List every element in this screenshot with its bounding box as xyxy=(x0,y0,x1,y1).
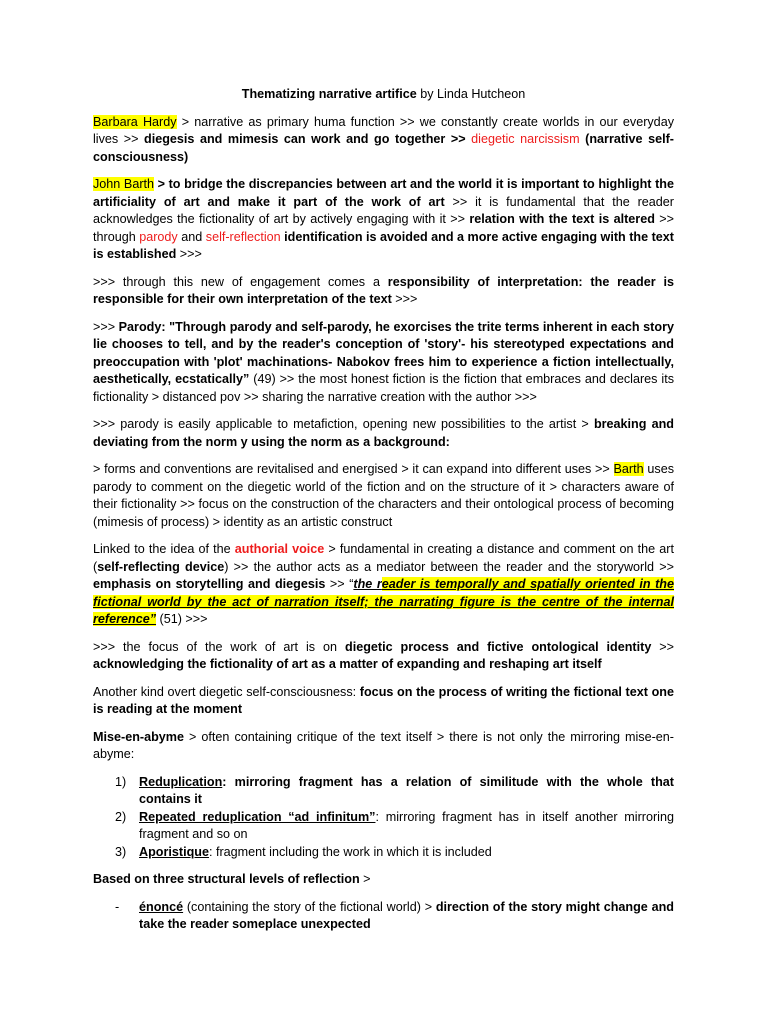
paragraph-forms-conventions: > forms and conventions are revitalised and energised > it can expand into different uses >> Barth uses parody to comment on the diegetic world of the fiction and on the structure of it > characters aware of their fictionality >> focus on the construction of the characters and their ontological process of becoming (mimesis of process) > identity as an artistic construct xyxy=(93,462,674,529)
paragraph-metafiction: >>> parody is easily applicable to metafiction, opening new possibilities to the artist > breaking and deviating from the norm y using the norm as a background: xyxy=(93,417,674,449)
list-item: - énoncé (containing the story of the fictional world) > direction of the story might change and take the reader someplace unexpected xyxy=(115,899,674,931)
structural-levels-list xyxy=(93,899,674,934)
list-item: 1) Reduplication: mirroring fragment has a relation of similitude with the whole that contains it xyxy=(115,774,674,806)
highlighted-quote: eader is temporally and spatially oriented in the fictional world by the act of narration itself; the narrating figure is the centre of the internal reference” xyxy=(93,577,674,626)
paragraph-authorial-voice: Linked to the idea of the authorial voice > fundamental in creating a distance and comment on the art (self-reflecting device) >> the author acts as a mediator between the reader and the storyworld >> emphasis on storytelling and diegesis >> “the reader is temporally and spatially oriented in the fictional world by the act of narration itself; the narrating figure is the centre of the internal reference” (51) >>> xyxy=(93,542,674,626)
paragraph-overt-self-consciousness: Another kind overt diegetic self-consciousness: focus on the process of writing the fictional text one is reading at the moment xyxy=(93,684,674,716)
quote-fragment: the r xyxy=(353,577,382,591)
red-term: diegetic narcissism xyxy=(471,132,580,146)
paragraph-responsibility: >>> through this new of engagement comes a responsibility of interpretation: the reader is responsible for their own interpretation of the text >>> xyxy=(93,274,674,306)
mise-en-abyme-list xyxy=(93,774,674,862)
paragraph-focus: >>> the focus of the work of art is on diegetic process and fictive ontological identity >> acknowledging the fictionality of art as a matter of expanding and reshaping art itself xyxy=(93,639,674,671)
document-title: Thematizing narrative artifice by Linda Hutcheon xyxy=(241,87,526,101)
highlighted-name: John Barth xyxy=(93,177,155,191)
highlighted-name: Barbara Hardy xyxy=(93,114,177,129)
document-body xyxy=(93,86,674,934)
red-term: parody xyxy=(139,229,178,244)
list-item: 2) Repeated reduplication “ad infinitum”: mirroring fragment has in itself another mirroring fragment and so on xyxy=(115,809,674,841)
paragraph-mise-en-abyme: Mise-en-abyme > often containing critique of the text itself > there is not only the mirroring mise-en-abyme: xyxy=(93,729,674,761)
red-term: self-reflection xyxy=(205,229,281,244)
red-term: authorial voice xyxy=(234,542,325,556)
paragraph-parody-quote: >>> Parody: "Through parody and self-parody, he exorcises the trite terms inherent in each story lie chooses to tell, and by the reader's conception of 'story'- his stereotyped expectations and preoccupation with 'plot' machinations- Nabokov frees him to experience a fiction intellectually, aesthetically, ecstatically” (49) >> the most honest fiction is the fiction that embraces and declares its fictionality > distanced pov >> sharing the narrative creation with the author >>> xyxy=(93,319,674,404)
list-item: 3) Aporistique: fragment including the work in which it is included xyxy=(115,844,492,859)
paragraph-john-barth: John Barth > to bridge the discrepancies between art and the world it is important to highlight the artificiality of art and make it part of the work of art >> it is fundamental that the reader acknowledges the fictionality of art by actively engaging with it >> relation with the text is altered >> through parody and self-reflection identification is avoided and a more active engaging with the text is established >>> xyxy=(93,177,674,261)
highlighted-name: Barth xyxy=(613,462,644,476)
paragraph-barbara-hardy: Barbara Hardy > narrative as primary huma function >> we constantly create worlds in our everyday lives >> diegesis and mimesis can work and go together >> diegetic narcissism (narrative self-consciousness) xyxy=(93,114,674,164)
paragraph-structural-levels: Based on three structural levels of reflection > xyxy=(93,872,371,886)
